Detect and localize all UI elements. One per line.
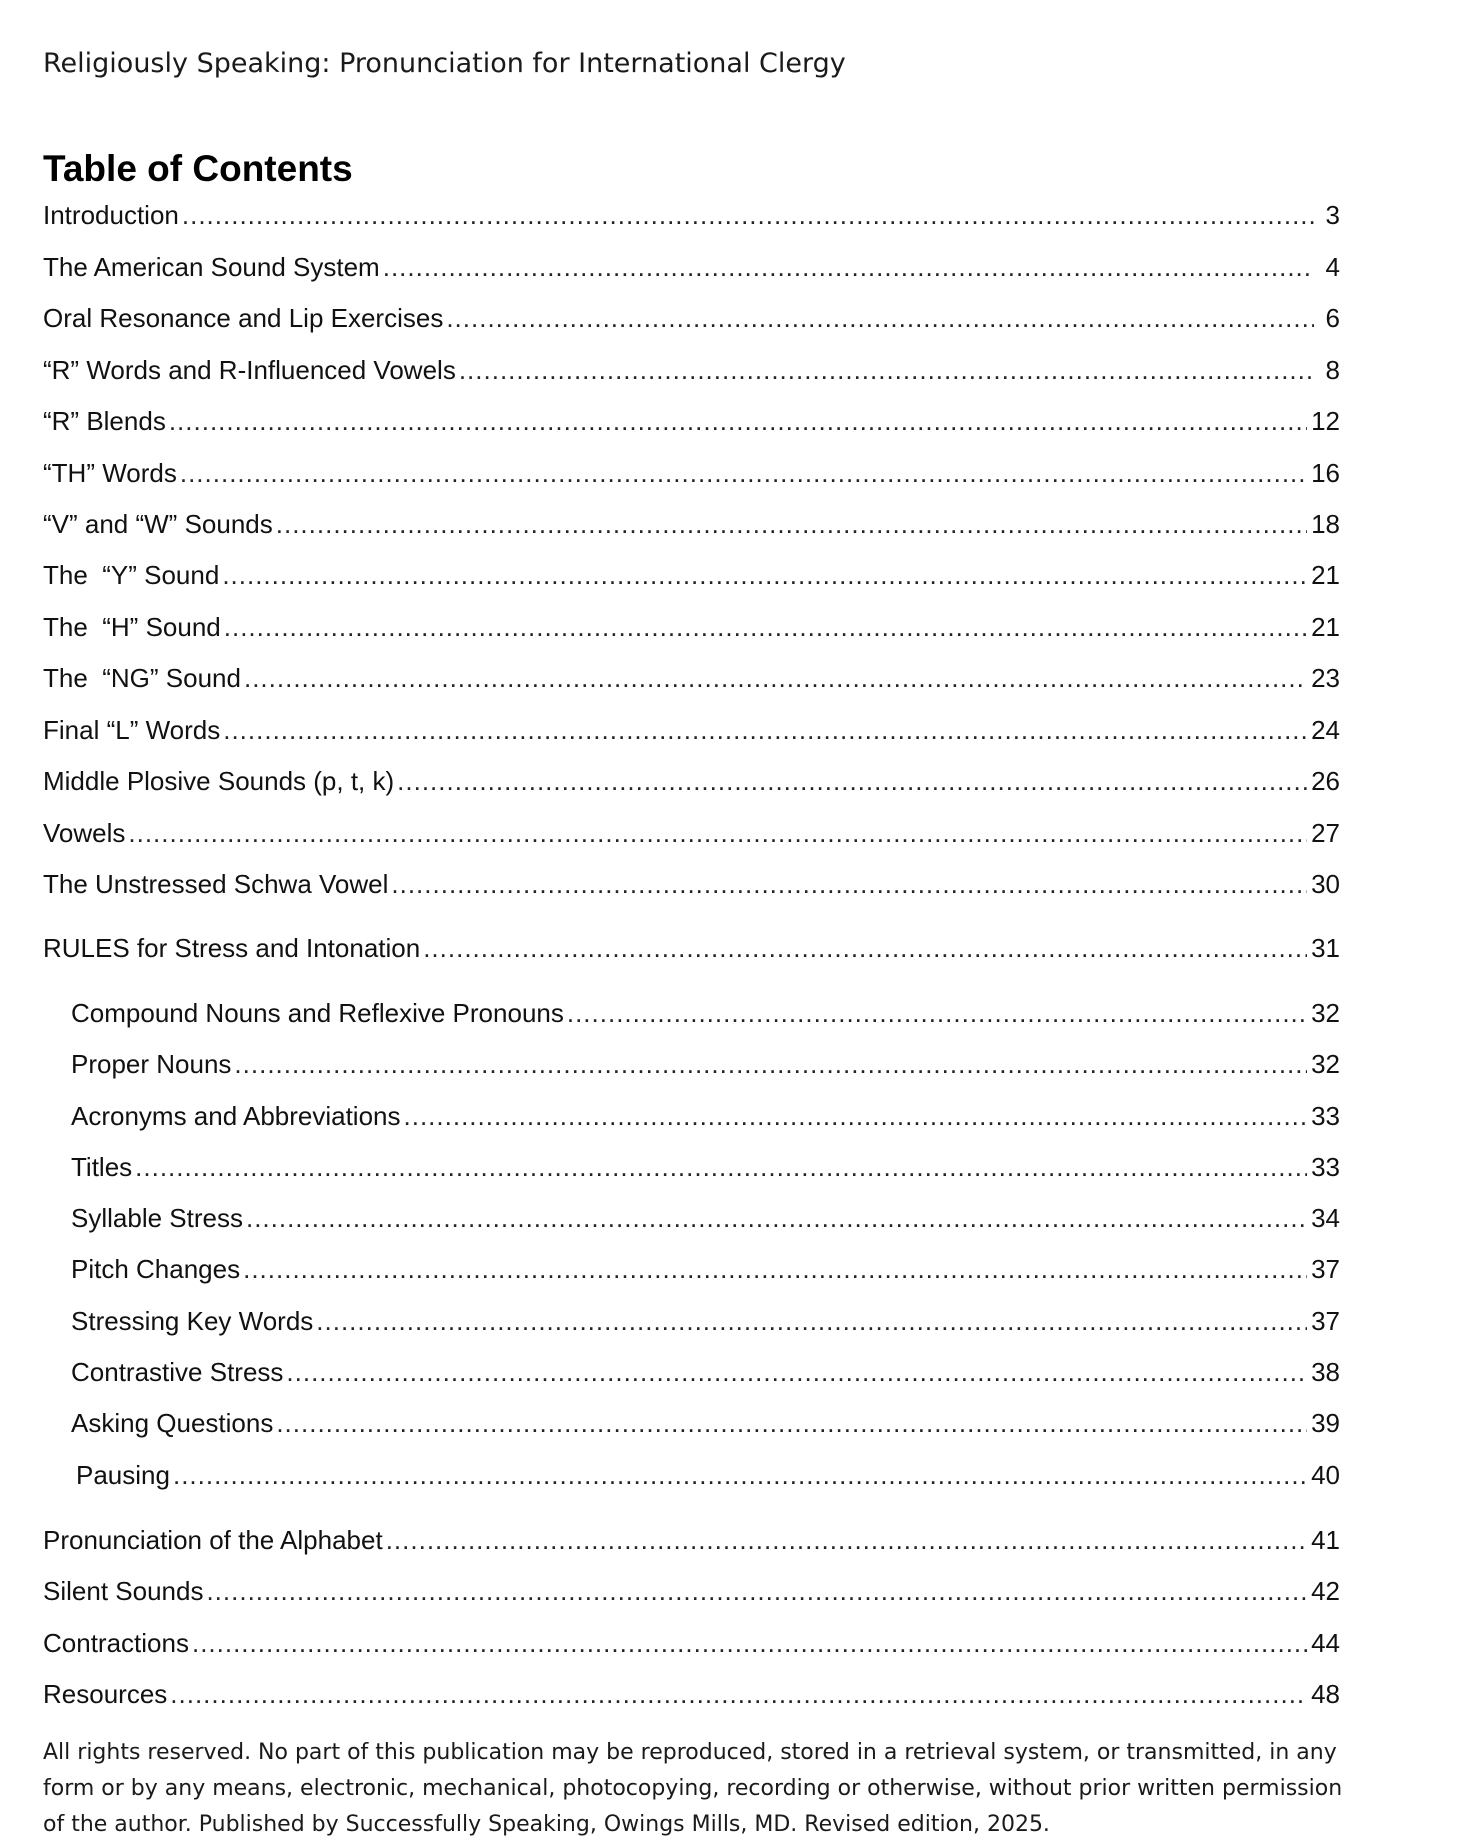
toc-entry-ng-sound[interactable] [43,663,1340,694]
toc-entry-american-sound-system[interactable] [43,252,1340,283]
toc-dot-leader [170,1679,1307,1710]
toc-dot-leader [391,869,1307,900]
toc-entry-label: The American Sound System [43,252,380,282]
toc-dot-leader [128,818,1307,849]
toc-page-number: 18 [1311,509,1340,539]
toc-entry-compound-nouns[interactable] [71,998,1340,1029]
toc-entry-label: The “Y” Sound [43,560,220,590]
toc-entry-pausing[interactable] [76,1460,1340,1491]
toc-entry-label: Pitch Changes [71,1254,241,1284]
toc-entry-th-words[interactable] [43,458,1340,489]
toc-entry-label: The Unstressed Schwa Vowel [43,869,389,899]
toc-entry-r-blends[interactable] [43,406,1340,437]
toc-page-number: 32 [1311,1049,1340,1079]
toc-dot-leader [404,1101,1308,1132]
toc-entry-contractions[interactable] [43,1628,1340,1659]
toc-heading: Table of Contents [43,148,353,189]
toc-entry-label: “R” Words and R-Influenced Vowels [43,355,456,385]
toc-dot-leader [244,663,1307,694]
toc-dot-leader [223,715,1307,746]
toc-page-number: 40 [1311,1460,1340,1490]
toc-dot-leader [222,560,1307,591]
toc-entry-vowels[interactable] [43,818,1340,849]
toc-entry-label: “V” and “W” Sounds [43,509,273,539]
toc-entry-r-words[interactable] [43,355,1340,386]
toc-dot-leader [446,303,1314,334]
toc-page-number: 6 [1325,303,1340,333]
toc-entry-label: Introduction [43,200,179,230]
toc-entry-titles[interactable] [71,1152,1340,1183]
toc-entry-asking-questions[interactable] [71,1408,1340,1439]
toc-page-number: 38 [1311,1357,1340,1387]
toc-dot-leader [234,1049,1307,1080]
toc-dot-leader [243,1254,1307,1285]
toc-entry-label: “TH” Words [43,458,177,488]
toc-dot-leader [567,998,1307,1029]
toc-entry-unstressed-schwa-vowel[interactable] [43,869,1340,900]
toc-page-number: 24 [1311,715,1340,745]
toc-dot-leader [423,933,1307,964]
toc-entry-label: Oral Resonance and Lip Exercises [43,303,444,333]
toc-page-number: 16 [1311,458,1340,488]
copyright-notice: All rights reserved. No part of this publication may be reproduced, stored in a retrieval system, or transmitted, in any form or by any means, electronic, mechanical, photocopying, recording or otherwise, without prior written permission of the author. Published by Successfully Speaking, Owings Mills, MD. Revised edition, 2025. [43,1740,1343,1837]
toc-entry-label: RULES for Stress and Intonation [43,933,421,963]
toc-entry-label: The “NG” Sound [43,663,241,693]
toc-entry-label: Asking Questions [71,1408,274,1438]
toc-entry-y-sound[interactable] [43,560,1340,591]
toc-entry-middle-plosive-sounds[interactable] [43,766,1340,797]
toc-entry-syllable-stress[interactable] [71,1203,1340,1234]
toc-entry-stressing-key-words[interactable] [71,1306,1340,1337]
toc-entry-label: “R” Blends [43,406,166,436]
toc-page-number: 34 [1311,1203,1340,1233]
toc-entry-silent-sounds[interactable] [43,1576,1340,1607]
toc-page-number: 31 [1311,933,1340,963]
toc-page-number: 26 [1311,766,1340,796]
toc-entry-final-l-words[interactable] [43,715,1340,746]
toc-page-number: 3 [1325,200,1340,230]
toc-dot-leader [286,1357,1307,1388]
toc-dot-leader [192,1628,1307,1659]
toc-page-number: 32 [1311,998,1340,1028]
toc-entry-rules-stress-intonation[interactable] [43,933,1340,964]
toc-entry-proper-nouns[interactable] [71,1049,1340,1080]
toc-dot-leader [135,1152,1307,1183]
toc-entry-acronyms-abbreviations[interactable] [71,1101,1340,1132]
toc-page-number: 41 [1311,1525,1340,1555]
toc-dot-leader [276,509,1307,540]
toc-entry-label: Compound Nouns and Reflexive Pronouns [71,998,564,1028]
toc-entry-label: Final “L” Words [43,715,221,745]
toc-dot-leader [206,1576,1307,1607]
toc-entry-label: Syllable Stress [71,1203,243,1233]
toc-entry-label: Pausing [76,1460,170,1490]
toc-page-number: 42 [1311,1576,1340,1606]
toc-page-number: 21 [1311,612,1340,642]
toc-entry-label: Middle Plosive Sounds (p, t, k) [43,766,395,796]
toc-page-number: 48 [1311,1679,1340,1709]
toc-entry-oral-resonance[interactable] [43,303,1340,334]
toc-entry-label: Titles [71,1152,133,1182]
toc-entry-introduction[interactable] [43,200,1340,231]
toc-dot-leader [182,200,1314,231]
toc-page-number: 37 [1311,1254,1340,1284]
toc-entry-label: Resources [43,1679,168,1709]
toc-dot-leader [383,252,1314,283]
toc-entry-label: Vowels [43,818,126,848]
toc-page-number: 33 [1311,1101,1340,1131]
toc-dot-leader [173,1460,1307,1491]
toc-page-number: 12 [1311,406,1340,436]
toc-entry-label: Silent Sounds [43,1576,204,1606]
toc-dot-leader [169,406,1307,437]
toc-entry-resources[interactable] [43,1679,1340,1710]
toc-entry-pitch-changes[interactable] [71,1254,1340,1285]
toc-dot-leader [459,355,1314,386]
toc-entry-label: Contractions [43,1628,189,1658]
toc-page-number: 21 [1311,560,1340,590]
toc-dot-leader [276,1408,1307,1439]
toc-entry-label: Contrastive Stress [71,1357,284,1387]
toc-dot-leader [397,766,1307,797]
document-header-title: Religiously Speaking: Pronunciation for International Clergy [43,48,846,79]
toc-dot-leader [246,1203,1307,1234]
toc-entry-pronunciation-alphabet[interactable] [43,1525,1340,1556]
toc-page-number: 33 [1311,1152,1340,1182]
toc-dot-leader [224,612,1307,643]
toc-page-number: 8 [1325,355,1340,385]
toc-entry-v-and-w-sounds[interactable] [43,509,1340,540]
toc-entry-label: Proper Nouns [71,1049,232,1079]
toc-page-number: 23 [1311,663,1340,693]
toc-page-number: 44 [1311,1628,1340,1658]
toc-page-number: 30 [1311,869,1340,899]
toc-dot-leader [386,1525,1307,1556]
toc-entry-h-sound[interactable] [43,612,1340,643]
toc-page-number: 27 [1311,818,1340,848]
toc-entry-contrastive-stress[interactable] [71,1357,1340,1388]
toc-dot-leader [180,458,1307,489]
toc-entry-label: Stressing Key Words [71,1306,314,1336]
toc-page-number: 4 [1325,252,1340,282]
toc-page-number: 37 [1311,1306,1340,1336]
toc-entry-label: Acronyms and Abbreviations [71,1101,401,1131]
toc-page-number: 39 [1311,1408,1340,1438]
toc-entry-label: The “H” Sound [43,612,221,642]
toc-entry-label: Pronunciation of the Alphabet [43,1525,383,1555]
toc-dot-leader [316,1306,1307,1337]
